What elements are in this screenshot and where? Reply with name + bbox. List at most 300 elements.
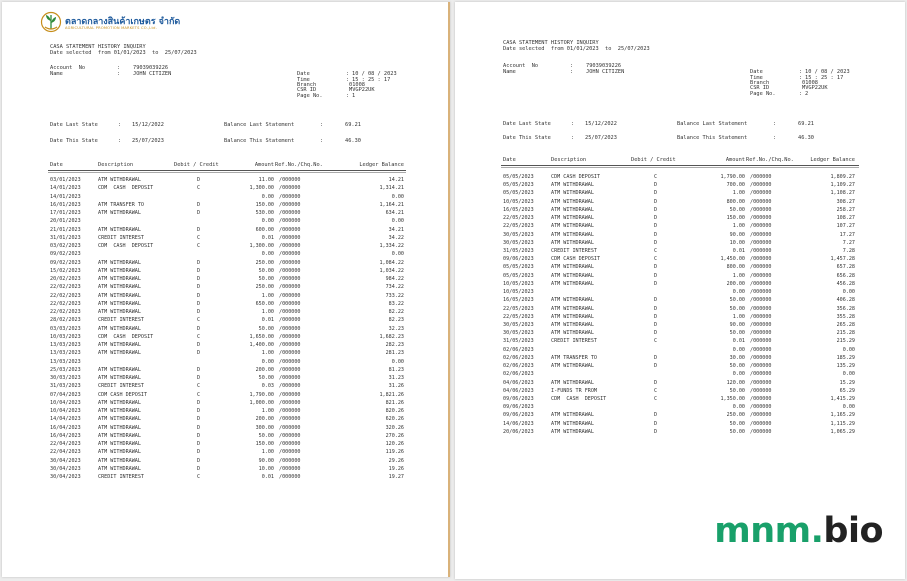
cell-amount: 200.00 — [255, 416, 274, 423]
cell-ref-no: /000000 — [279, 193, 301, 200]
cell-description: ATM WITHDRAWAL — [98, 267, 141, 274]
cell-ledger-balance: 1,115.29 — [830, 420, 855, 427]
statement-title: CASA STATEMENT HISTORY INQUIRY — [503, 40, 599, 46]
table-row — [455, 215, 905, 223]
cell-date: 31/01/2023 — [50, 234, 81, 241]
cell-description: CDM CASH DEPOSIT — [551, 174, 601, 180]
cell-debit-credit: D — [654, 264, 658, 271]
cell-date: 30/04/2023 — [50, 457, 81, 464]
statement-page-1 — [2, 2, 450, 577]
table-row — [455, 232, 905, 240]
cell-date: 09/06/2023 — [503, 395, 534, 402]
meta-time-label: Time — [297, 76, 310, 83]
cell-debit-credit: D — [197, 441, 201, 447]
cell-description: I-FUNDS TR FROM — [551, 387, 598, 394]
cell-date: 13/03/2023 — [50, 358, 81, 365]
cell-amount: 150.00 — [255, 441, 274, 447]
cell-ref-no: /000000 — [279, 333, 301, 340]
cell-ledger-balance: 31.26 — [388, 383, 404, 390]
cell-debit-credit: D — [654, 379, 658, 386]
cell-ref-no: /000000 — [750, 206, 772, 213]
cell-date: 13/03/2023 — [50, 350, 81, 357]
cell-date: 13/03/2023 — [50, 342, 81, 348]
cell-amount: 11.00 — [258, 177, 274, 183]
cell-amount: 50.00 — [729, 420, 745, 427]
cell-date: 10/04/2023 — [50, 399, 81, 406]
table-row — [455, 371, 905, 379]
cell-ref-no: /000000 — [750, 330, 772, 337]
cell-amount: 530.00 — [255, 210, 274, 216]
table-row — [455, 174, 905, 182]
cell-ledger-balance: 82.23 — [388, 317, 404, 324]
cell-description: CREDIT INTEREST — [551, 247, 598, 254]
cell-date: 22/04/2023 — [50, 441, 81, 447]
balance-last-statement-label: Balance Last Statement — [677, 121, 748, 127]
cell-date: 05/05/2023 — [503, 190, 534, 197]
cell-description: ATM WITHDRAWAL — [551, 206, 594, 213]
cell-ref-no: /000000 — [750, 346, 772, 353]
cell-description: CREDIT INTEREST — [98, 383, 145, 390]
cell-debit-credit: D — [654, 354, 658, 361]
cell-date: 03/03/2023 — [50, 325, 81, 332]
table-row — [2, 416, 448, 424]
cell-ref-no: /000000 — [279, 276, 301, 282]
cell-debit-credit: D — [197, 449, 201, 456]
company-name-english: AGRICULTURAL PROMOTION MARKETS CO.,Ltd. — [65, 26, 157, 30]
table-row — [2, 210, 448, 218]
cell-amount: 0.00 — [261, 358, 274, 365]
date-this-state-value: 25/07/2023 — [132, 138, 164, 144]
cell-debit-credit: C — [654, 256, 658, 263]
cell-ledger-balance: 14.21 — [388, 177, 404, 183]
cell-description: ATM WITHDRAWAL — [98, 342, 141, 348]
table-row — [455, 264, 905, 272]
cell-date: 25/03/2023 — [50, 366, 81, 373]
balance-this-statement-label: Balance This Statement — [224, 138, 295, 144]
cell-description: CDM CASH DEPOSIT — [98, 391, 148, 398]
col-header-ledger-balance: Ledger Balance — [359, 162, 404, 168]
meta-branch-value: 01008 — [802, 79, 818, 86]
cell-date: 09/06/2023 — [503, 404, 534, 411]
table-row — [2, 342, 448, 350]
cell-date: 03/01/2023 — [50, 177, 81, 183]
cell-amount: 1,300.00 — [249, 243, 274, 249]
cell-ledger-balance: 29.26 — [388, 457, 404, 464]
account-no-label: Account No — [503, 63, 539, 69]
cell-amount: 0.00 — [261, 218, 274, 225]
cell-debit-credit: C — [654, 395, 658, 402]
date-this-state-colon: : — [571, 135, 575, 141]
cell-amount: 650.00 — [255, 300, 274, 307]
cell-debit-credit: D — [197, 201, 201, 208]
balance-last-statement-value: 69.21 — [798, 121, 814, 127]
balance-this-statement-label: Balance This Statement — [677, 135, 748, 141]
cell-description: ATM WITHDRAWAL — [551, 264, 594, 271]
cell-ref-no: /000000 — [750, 428, 772, 435]
cell-ref-no: /000000 — [279, 267, 301, 274]
cell-amount: 1,450.00 — [720, 256, 745, 263]
cell-amount: 50.00 — [258, 267, 274, 274]
cell-debit-credit: D — [654, 428, 658, 435]
cell-debit-credit: D — [654, 182, 658, 189]
cell-ref-no: /000000 — [750, 190, 772, 197]
cell-amount: 50.00 — [258, 325, 274, 332]
cell-ref-no: /000000 — [750, 379, 772, 386]
cell-ref-no: /000000 — [279, 251, 301, 258]
cell-ledger-balance: 0.00 — [842, 346, 855, 353]
statement-title: CASA STATEMENT HISTORY INQUIRY — [50, 44, 146, 50]
cell-ref-no: /000000 — [750, 223, 772, 230]
cell-debit-credit: C — [197, 234, 201, 241]
cell-amount: 1.00 — [732, 313, 745, 320]
column-header-underline — [48, 170, 406, 171]
table-row — [455, 421, 905, 429]
cell-amount: 50.00 — [729, 330, 745, 337]
cell-ref-no: /000000 — [279, 432, 301, 439]
cell-date: 16/04/2023 — [50, 432, 81, 439]
table-row — [455, 207, 905, 215]
cell-debit-credit: D — [197, 309, 201, 315]
date-last-state-colon: : — [571, 121, 575, 127]
cell-amount: 90.00 — [258, 457, 274, 464]
cell-debit-credit: D — [654, 313, 658, 320]
cell-debit-credit: D — [197, 267, 201, 274]
table-row — [455, 429, 905, 437]
cell-description: ATM WITHDRAWAL — [551, 280, 594, 287]
cell-debit-credit: D — [197, 276, 201, 282]
cell-date: 10/04/2023 — [50, 408, 81, 414]
cell-ledger-balance: 1,165.29 — [830, 412, 855, 419]
cell-amount: 600.00 — [255, 226, 274, 233]
cell-ledger-balance: 657.28 — [836, 264, 855, 271]
table-row — [2, 400, 448, 408]
cell-description: ATM WITHDRAWAL — [98, 210, 141, 216]
balance-last-statement-colon: : — [773, 121, 777, 127]
cell-ref-no: /000000 — [750, 231, 772, 238]
cell-date: 30/03/2023 — [50, 375, 81, 381]
cell-ref-no: /000000 — [750, 404, 772, 411]
cell-debit-credit: C — [197, 383, 201, 390]
date-this-state-label: Date This State — [50, 138, 98, 144]
cell-description: ATM WITHDRAWAL — [551, 412, 594, 419]
cell-ledger-balance: 34.22 — [388, 234, 404, 241]
cell-ledger-balance: 734.22 — [385, 284, 404, 291]
cell-debit-credit: D — [654, 272, 658, 279]
date-selected: Date selected from 01/01/2023 to 25/07/2023 — [50, 50, 197, 56]
col-header-debit-credit: Debit / Credit — [631, 157, 676, 163]
table-row — [455, 404, 905, 412]
meta-page-no-value: 2 — [805, 91, 809, 98]
cell-ref-no: /000000 — [750, 215, 772, 222]
cell-description: ATM TRANSFER TO — [98, 201, 145, 208]
cell-ref-no: /000000 — [279, 449, 301, 456]
cell-ref-no: /000000 — [750, 247, 772, 254]
col-header-date: Date — [50, 162, 63, 168]
cell-ref-no: /000000 — [750, 371, 772, 378]
table-row — [2, 359, 448, 367]
cell-description: ATM WITHDRAWAL — [551, 215, 594, 222]
table-row — [455, 412, 905, 420]
cell-ledger-balance: 1,334.22 — [379, 243, 404, 249]
cell-ledger-balance: 0.00 — [391, 358, 404, 365]
meta-page-no-colon: : — [346, 93, 350, 100]
cell-date: 20/02/2023 — [50, 276, 81, 282]
cell-ledger-balance: 656.28 — [836, 272, 855, 279]
cell-debit-credit: D — [197, 226, 201, 233]
cell-amount: 1.00 — [732, 272, 745, 279]
cell-date: 02/06/2023 — [503, 363, 534, 370]
meta-branch-label: Branch — [750, 79, 770, 86]
cell-ref-no: /000000 — [279, 350, 301, 357]
cell-debit-credit: D — [654, 231, 658, 238]
cell-date: 14/04/2023 — [50, 416, 81, 423]
meta-time-value: 15 : 25 : 17 — [352, 76, 391, 83]
cell-ledger-balance: 281.23 — [385, 350, 404, 357]
meta-csr-id-value: MVGP22UK — [802, 85, 828, 92]
table-row — [455, 306, 905, 314]
meta-date-value: 10 / 08 / 2023 — [352, 71, 397, 77]
date-this-state-label: Date This State — [503, 135, 551, 141]
cell-amount: 1,650.00 — [249, 333, 274, 340]
cell-description: ATM WITHDRAWAL — [98, 292, 141, 299]
table-row — [455, 388, 905, 396]
cell-ref-no: /000000 — [279, 465, 301, 472]
cell-ledger-balance: 984.22 — [385, 276, 404, 282]
cell-debit-credit: D — [197, 177, 201, 183]
date-last-state-label: Date Last State — [503, 121, 551, 127]
cell-debit-credit: D — [654, 305, 658, 312]
table-row — [455, 223, 905, 231]
cell-debit-credit: C — [197, 317, 201, 324]
meta-date-label: Date — [750, 69, 763, 75]
table-row — [455, 338, 905, 346]
cell-ref-no: /000000 — [279, 201, 301, 208]
table-row — [455, 240, 905, 248]
cell-amount: 0.01 — [732, 247, 745, 254]
cell-amount: 90.00 — [729, 231, 745, 238]
cell-amount: 50.00 — [258, 375, 274, 381]
date-last-state-value: 15/12/2022 — [132, 122, 164, 128]
cell-debit-credit: D — [197, 432, 201, 439]
cell-date: 05/05/2023 — [503, 182, 534, 189]
cell-ref-no: /000000 — [750, 239, 772, 246]
cell-ledger-balance: 1,065.29 — [830, 428, 855, 435]
cell-debit-credit: D — [654, 206, 658, 213]
cell-ref-no: /000000 — [750, 363, 772, 370]
meta-page-no-colon: : — [799, 91, 803, 98]
statement-page-2 — [455, 2, 905, 579]
cell-debit-credit: D — [654, 280, 658, 287]
cell-description: CREDIT INTEREST — [98, 234, 145, 241]
cell-description: ATM WITHDRAWAL — [98, 441, 141, 447]
cell-description: ATM WITHDRAWAL — [98, 259, 141, 266]
cell-description: ATM WITHDRAWAL — [98, 366, 141, 373]
cell-debit-credit: C — [197, 474, 201, 480]
table-row — [2, 276, 448, 284]
cell-amount: 700.00 — [726, 182, 745, 189]
cell-debit-credit: D — [197, 210, 201, 216]
cell-ledger-balance: 17.27 — [839, 231, 855, 238]
cell-description: ATM WITHDRAWAL — [98, 226, 141, 233]
cell-date: 30/05/2023 — [503, 330, 534, 337]
cell-debit-credit: D — [197, 259, 201, 266]
cell-description: ATM WITHDRAWAL — [551, 239, 594, 246]
cell-description: ATM WITHDRAWAL — [98, 465, 141, 472]
cell-date: 22/05/2023 — [503, 223, 534, 230]
cell-date: 05/05/2023 — [503, 174, 534, 180]
cell-ref-no: /000000 — [279, 234, 301, 241]
table-row — [455, 380, 905, 388]
cell-ledger-balance: 185.29 — [836, 354, 855, 361]
column-header-underline — [501, 165, 859, 166]
cell-amount: 1.00 — [261, 309, 274, 315]
cell-ledger-balance: 258.27 — [836, 206, 855, 213]
cell-debit-credit: D — [197, 366, 201, 373]
cell-date: 07/04/2023 — [50, 391, 81, 398]
account-no-value: 79039039226 — [133, 65, 169, 71]
column-header-underline-2 — [501, 167, 859, 168]
table-row — [455, 281, 905, 289]
cell-date: 05/05/2023 — [503, 264, 534, 271]
cell-debit-credit: D — [197, 465, 201, 472]
meta-csr-id-label: CSR ID — [297, 87, 317, 94]
cell-date: 10/05/2023 — [503, 280, 534, 287]
meta-page-no-label: Page No. — [750, 91, 776, 98]
cell-amount: 1.00 — [261, 350, 274, 357]
meta-time-colon: : — [799, 74, 803, 81]
cell-date: 10/05/2023 — [503, 289, 534, 296]
cell-ref-no: /000000 — [750, 272, 772, 279]
cell-date: 16/01/2023 — [50, 201, 81, 208]
table-row — [2, 251, 448, 259]
cell-ref-no: /000000 — [279, 284, 301, 291]
name-colon: : — [570, 68, 574, 75]
cell-date: 02/06/2023 — [503, 346, 534, 353]
cell-debit-credit: D — [197, 350, 201, 357]
cell-amount: 1,790.00 — [720, 174, 745, 180]
cell-amount: 0.01 — [261, 234, 274, 241]
cell-ref-no: /000000 — [750, 387, 772, 394]
table-row — [2, 383, 448, 391]
cell-ref-no: /000000 — [750, 420, 772, 427]
cell-ledger-balance: 1,314.21 — [379, 185, 404, 192]
cell-description: ATM WITHDRAWAL — [551, 420, 594, 427]
cell-ref-no: /000000 — [279, 300, 301, 307]
cell-ledger-balance: 1,457.28 — [830, 256, 855, 263]
cell-amount: 0.03 — [261, 383, 274, 390]
col-header-amount: Amount — [254, 162, 274, 168]
cell-ref-no: /000000 — [279, 391, 301, 398]
cell-date: 28/02/2023 — [50, 317, 81, 324]
table-row — [2, 449, 448, 457]
table-row — [455, 355, 905, 363]
watermark-part-1: mnm. — [714, 511, 824, 551]
account-no-label: Account No — [50, 65, 86, 71]
cell-amount: 50.00 — [258, 276, 274, 282]
cell-amount: 200.00 — [255, 366, 274, 373]
cell-ledger-balance: 1,821.26 — [379, 391, 404, 398]
table-row — [2, 367, 448, 375]
table-row — [2, 227, 448, 235]
cell-date: 02/06/2023 — [503, 371, 534, 378]
cell-date: 14/01/2023 — [50, 193, 81, 200]
cell-ref-no: /000000 — [279, 457, 301, 464]
table-row — [2, 218, 448, 226]
cell-amount: 10.00 — [258, 465, 274, 472]
cell-amount: 0.00 — [261, 251, 274, 258]
date-last-state-value: 15/12/2022 — [585, 121, 617, 127]
cell-description: ATM WITHDRAWAL — [551, 297, 594, 304]
cell-ref-no: /000000 — [750, 305, 772, 312]
cell-ledger-balance: 308.27 — [836, 198, 855, 205]
cell-description: ATM WITHDRAWAL — [551, 379, 594, 386]
table-row — [2, 317, 448, 325]
cell-debit-credit: D — [197, 292, 201, 299]
account-no-colon: : — [570, 63, 574, 69]
cell-ledger-balance: 31.23 — [388, 375, 404, 381]
cell-debit-credit: D — [654, 190, 658, 197]
cell-amount: 50.00 — [258, 432, 274, 439]
cell-ledger-balance: 820.26 — [385, 408, 404, 414]
cell-amount: 1,400.00 — [249, 342, 274, 348]
cell-amount: 50.00 — [729, 428, 745, 435]
col-header-debit-credit: Debit / Credit — [174, 162, 219, 168]
cell-amount: 30.00 — [729, 354, 745, 361]
cell-amount: 10.00 — [729, 239, 745, 246]
cell-debit-credit: D — [197, 284, 201, 291]
meta-csr-id-value: MVGP22UK — [349, 87, 375, 94]
cell-amount: 0.00 — [261, 193, 274, 200]
table-row — [2, 177, 448, 185]
cell-ledger-balance: 215.29 — [836, 338, 855, 345]
table-row — [2, 235, 448, 243]
meta-date-colon: : — [346, 71, 350, 77]
cell-ref-no: /000000 — [750, 338, 772, 345]
table-row — [2, 301, 448, 309]
cell-debit-credit: D — [197, 416, 201, 423]
cell-date: 05/05/2023 — [503, 272, 534, 279]
date-last-state-colon: : — [118, 122, 122, 128]
cell-description: ATM WITHDRAWAL — [551, 190, 594, 197]
table-row — [2, 474, 448, 482]
cell-ledger-balance: 81.23 — [388, 366, 404, 373]
col-header-ref-no: Ref.No./Chq.No. — [275, 162, 323, 168]
cell-amount: 150.00 — [255, 201, 274, 208]
cell-ledger-balance: 135.29 — [836, 363, 855, 370]
cell-date: 22/02/2023 — [50, 284, 81, 291]
cell-ref-no: /000000 — [750, 289, 772, 296]
cell-ledger-balance: 1,809.27 — [830, 174, 855, 180]
cell-ref-no: /000000 — [750, 264, 772, 271]
cell-debit-credit: C — [197, 391, 201, 398]
cell-ref-no: /000000 — [279, 474, 301, 480]
cell-ledger-balance: 821.26 — [385, 399, 404, 406]
cell-ledger-balance: 1,164.21 — [379, 201, 404, 208]
cell-date: 30/05/2023 — [503, 231, 534, 238]
cell-amount: 150.00 — [726, 215, 745, 222]
cell-description: CREDIT INTEREST — [98, 474, 145, 480]
date-this-state-value: 25/07/2023 — [585, 135, 617, 141]
cell-date: 31/05/2023 — [503, 247, 534, 254]
cell-amount: 1.00 — [732, 223, 745, 230]
cell-ref-no: /000000 — [279, 218, 301, 225]
cell-amount: 300.00 — [255, 424, 274, 431]
table-row — [2, 433, 448, 441]
cell-description: ATM WITHDRAWAL — [551, 363, 594, 370]
cell-debit-credit: D — [654, 420, 658, 427]
balance-last-statement-label: Balance Last Statement — [224, 122, 295, 128]
cell-debit-credit: D — [654, 215, 658, 222]
